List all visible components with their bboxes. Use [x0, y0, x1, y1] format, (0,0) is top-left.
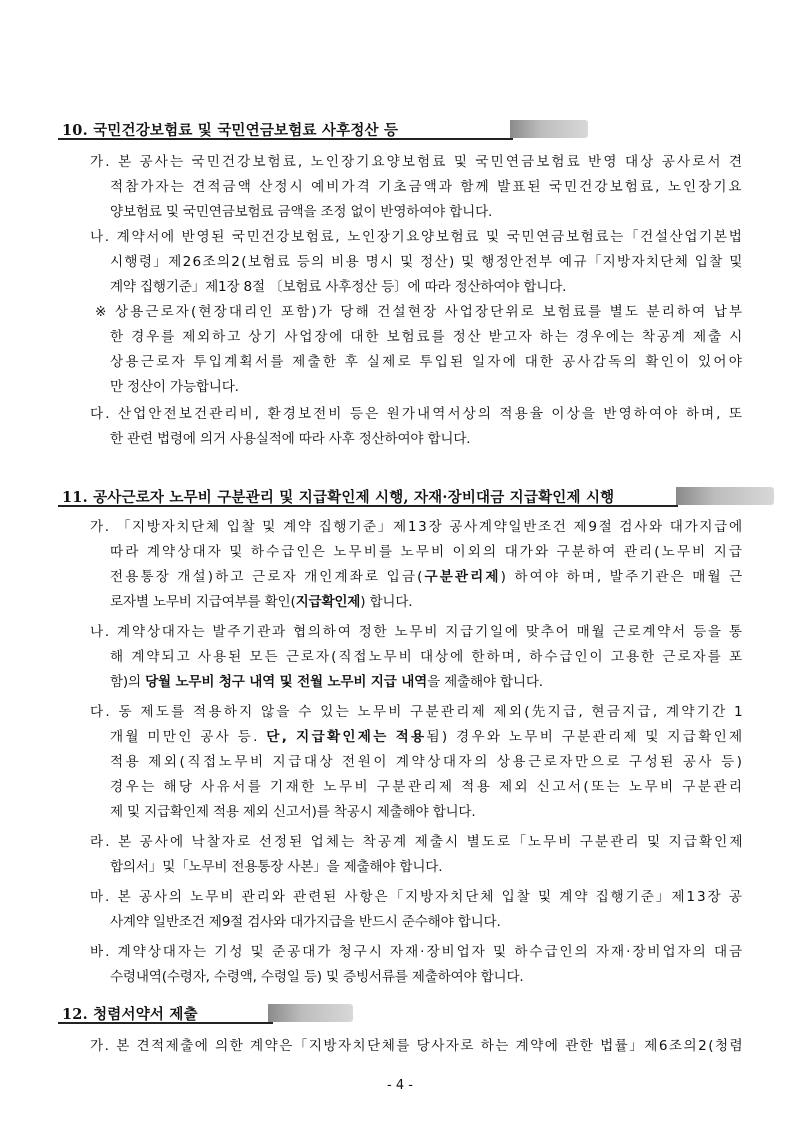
- paragraph-line: [110, 752, 744, 772]
- paragraph-line: [110, 542, 744, 562]
- text-run: 라. 본 공사에 낙찰자로 선정된 업체는 착공계 제출시 별도로「노무비 구분관리 및 지급확인제: [90, 834, 745, 850]
- text-run: 시행령」제26조의2(보험료 등의 비용 명시 및 정산) 및 행정안전부 예규「지방자치단체 입찰 및: [110, 254, 744, 270]
- text-run: 나. 계약상대자는 발주기관과 협의하여 정한 노무비 지급기일에 맞추어 매월 근로계약서 등을 통: [90, 624, 744, 640]
- heading-tab-decoration: [676, 487, 774, 505]
- paragraph-line: [90, 517, 744, 537]
- text-run: 가. 본 공사는 국민건강보험료, 노인장기요양보험료 및 국민연금보험료 반영 대상 공사로서 견: [90, 154, 745, 170]
- paragraph-line: [90, 942, 744, 962]
- paragraph-line: [90, 227, 743, 247]
- page-number: - 4 -: [387, 1078, 413, 1093]
- paragraph-line: [110, 727, 744, 747]
- text-run: 따라 계약상대자 및 하수급인은 노무비를 노무비 이외의 대가와 구분하여 관리(노무비 지급: [110, 544, 745, 560]
- section-heading-text: 12. 청렴서약서 제출: [62, 1006, 198, 1023]
- paragraph-line: [110, 277, 566, 297]
- heading-tab-decoration: [268, 1004, 353, 1022]
- section-heading-text: 11. 공사근로자 노무비 구분관리 및 지급확인제 시행, 자재·장비대금 지급확인제 시행: [62, 489, 615, 506]
- text-run: 상용근로자 투입계획서를 제출한 후 실제로 투입된 일자에 대한 공사감독의 확인이 있어야: [110, 354, 745, 370]
- text-run: 됨) 경우와 노무비 구분관리제 및 지급확인제: [426, 729, 745, 745]
- text-run: 함)의: [110, 674, 146, 690]
- paragraph-line: [90, 404, 744, 424]
- text-run: 다. 산업안전보건관리비, 환경보전비 등은 원가내역서상의 적용율 이상을 반영하여야 하며, 또: [90, 406, 745, 422]
- paragraph-line: [95, 302, 744, 322]
- text-run: ) 하여야 하며, 발주기관은 매월 근: [500, 569, 745, 585]
- paragraph-line: [110, 567, 744, 587]
- section-heading: [58, 1002, 353, 1024]
- text-run: 양보험료 및 국민연금보험료 금액을 조정 없이 반영하여야 합니다.: [110, 204, 493, 220]
- paragraph-line: [110, 647, 744, 667]
- paragraph-line: [90, 1036, 744, 1056]
- text-run: 적참가자는 견적금액 산정시 예비가격 기초금액과 함께 발표된 국민건강보험료, 노인장기요: [110, 179, 744, 195]
- text-run: 단, 지급확인제는 적용: [266, 729, 427, 745]
- paragraph-line: [110, 327, 744, 347]
- text-run: 경우는 해당 사유서를 기재한 노무비 구분관리제 적용 제외 신고서(또는 노무비 구분관리: [110, 779, 745, 795]
- paragraph-line: [110, 377, 239, 397]
- text-run: 계약 집행기준」제1장 8절 〔보험료 사후정산 등〕에 따라 정산하여야 합니다.: [110, 279, 567, 295]
- paragraph-line: [110, 177, 744, 197]
- section-heading-text: 10. 국민건강보험료 및 국민연금보험료 사후정산 등: [62, 122, 399, 139]
- paragraph-line: [110, 429, 470, 449]
- paragraph-line: [110, 672, 543, 692]
- text-run: 제 및 지급확인제 적용 제외 신고서)를 착공시 제출해야 합니다.: [110, 804, 476, 820]
- text-run: 바. 계약상대자는 기성 및 준공대가 청구시 자재·장비업자 및 하수급인의 자재·장비업자의 대금: [90, 944, 745, 960]
- paragraph-line: [90, 152, 744, 172]
- text-run: 로자별 노무비 지급여부를 확인(: [110, 594, 296, 610]
- text-run: 합의서」및「노무비 전용통장 사본」을 제출해야 합니다.: [110, 859, 443, 875]
- paragraph-line: [110, 252, 744, 272]
- text-run: 개월 미만인 공사 등.: [110, 729, 267, 745]
- text-run: 전용통장 개설)하고 근로자 개인계좌로 입금(: [110, 569, 425, 585]
- text-run: 다. 동 제도를 적용하지 않을 수 있는 노무비 구분관리제 제외(先지급, 현금지급, 계약기간 1: [90, 704, 745, 720]
- text-run: ※ 상용근로자(현장대리인 포함)가 당해 건설현장 사업장단위로 보험료를 별도 분리하여 납부: [95, 304, 745, 320]
- text-run: 가. 본 견적제출에 의한 계약은「지방자치단체를 당사자로 하는 계약에 관한 법률」제6조의2(청렴: [90, 1038, 745, 1054]
- paragraph-line: [110, 202, 492, 222]
- text-run: 만 정산이 가능합니다.: [110, 379, 239, 395]
- text-run: 마. 본 공사의 노무비 관리와 관련된 사항은「지방자치단체 입찰 및 계약 집행기준」제13장 공: [90, 889, 744, 905]
- text-run: 적용 제외(직접노무비 지급대상 전원이 계약상대자의 상용근로자만으로 구성된 공사 등): [110, 754, 745, 770]
- text-run: 구분관리제: [424, 569, 501, 585]
- paragraph-line: [110, 967, 524, 987]
- text-run: 지급확인제: [295, 594, 361, 610]
- text-run: 수령내역(수령자, 수령액, 수령일 등) 및 증빙서류를 제출하여야 합니다.: [110, 969, 524, 985]
- paragraph-line: [110, 592, 412, 612]
- text-run: 당월 노무비 청구 내역 및 전월 노무비 지급 내역: [145, 674, 428, 690]
- paragraph-line: [90, 702, 745, 722]
- text-run: 한 경우를 제외하고 상기 사업장에 대한 보험료를 정산 받고자 하는 경우에는 착공계 제출 시: [110, 329, 745, 345]
- text-run: 해 계약되고 사용된 모든 근로자(직접노무비 대상에 한하며, 하수급인이 고용한 근로자를 포: [110, 649, 745, 665]
- text-run: 나. 계약서에 반영된 국민건강보험료, 노인장기요양보험료 및 국민연금보험료는「건설산업기본법: [90, 229, 744, 245]
- paragraph-line: [110, 912, 501, 932]
- paragraph-line: [110, 352, 744, 372]
- section-heading: [58, 485, 774, 507]
- paragraph-line: [90, 832, 745, 852]
- paragraph-line: [90, 887, 744, 907]
- text-run: 가. 「지방자치단체 입찰 및 계약 집행기준」제13장 공사계약일반조건 제9절 검사와 대가지급에: [90, 519, 744, 535]
- text-run: 을 제출해야 합니다.: [427, 674, 543, 690]
- text-run: 사계약 일반조건 제9절 검사와 대가지급을 반드시 준수해야 합니다.: [110, 914, 501, 930]
- section-heading: [58, 118, 588, 140]
- paragraph-line: [90, 622, 744, 642]
- text-run: 한 관련 법령에 의거 사용실적에 따라 사후 정산하여야 합니다.: [110, 431, 471, 447]
- paragraph-line: [110, 802, 475, 822]
- paragraph-line: [110, 857, 442, 877]
- paragraph-line: [110, 777, 744, 797]
- heading-tab-decoration: [510, 120, 588, 138]
- text-run: ) 합니다.: [360, 594, 413, 610]
